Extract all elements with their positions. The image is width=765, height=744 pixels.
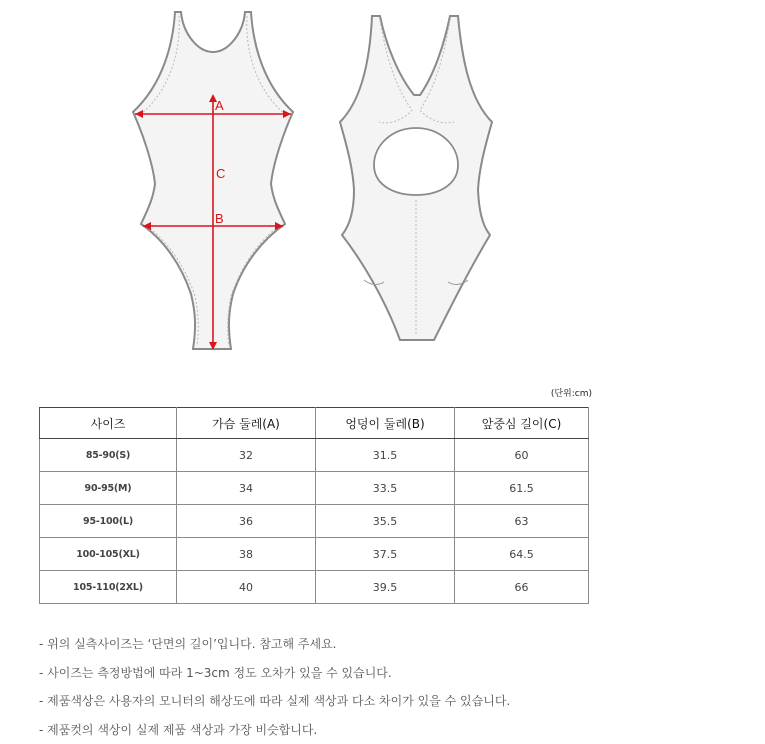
- notes-list: [39, 630, 510, 744]
- back-view-cutout: [374, 128, 458, 195]
- label-a: A: [215, 98, 224, 113]
- length-cell: 64.5: [455, 538, 589, 571]
- hip-cell: 39.5: [316, 571, 455, 604]
- table-row: [40, 439, 589, 472]
- table-row: [40, 571, 589, 604]
- back-view-diagram: [334, 10, 504, 360]
- label-c: C: [216, 166, 225, 181]
- hip-cell: 37.5: [316, 538, 455, 571]
- hip-cell: 35.5: [316, 505, 455, 538]
- chest-cell: 38: [177, 538, 316, 571]
- size-cell: 90-95(M): [40, 472, 177, 505]
- note-item: - 사이즈는 측정방법에 따라 1~3cm 정도 오차가 있을 수 있습니다.: [39, 659, 510, 688]
- hip-cell: 31.5: [316, 439, 455, 472]
- length-cell: 63: [455, 505, 589, 538]
- size-cell: 95-100(L): [40, 505, 177, 538]
- table-row: [40, 472, 589, 505]
- size-cell: 100-105(XL): [40, 538, 177, 571]
- chest-cell: 36: [177, 505, 316, 538]
- hip-cell: 33.5: [316, 472, 455, 505]
- length-cell: 60: [455, 439, 589, 472]
- size-table: [39, 407, 589, 604]
- header-hip: 엉덩이 둘레(B): [316, 408, 455, 439]
- header-chest: 가슴 둘레(A): [177, 408, 316, 439]
- size-cell: 85-90(S): [40, 439, 177, 472]
- table-row: [40, 538, 589, 571]
- note-item: - 제품색상은 사용자의 모니터의 해상도에 따라 실제 색상과 다소 차이가 있을 수 있습니다.: [39, 687, 510, 716]
- chest-cell: 40: [177, 571, 316, 604]
- length-cell: 61.5: [455, 472, 589, 505]
- note-item: - 제품컷의 색상이 실제 제품 색상과 가장 비슷합니다.: [39, 716, 510, 744]
- table-row: [40, 505, 589, 538]
- table-header-row: [40, 408, 589, 439]
- note-item: - 위의 실측사이즈는 ‘단면의 길이’입니다. 참고해 주세요.: [39, 630, 510, 659]
- unit-label: (단위:cm): [548, 386, 592, 399]
- header-length: 앞중심 길이(C): [455, 408, 589, 439]
- size-cell: 105-110(2XL): [40, 571, 177, 604]
- length-cell: 66: [455, 571, 589, 604]
- label-b: B: [215, 211, 224, 226]
- chest-cell: 32: [177, 439, 316, 472]
- chest-cell: 34: [177, 472, 316, 505]
- front-view-diagram: [123, 4, 303, 364]
- header-size: 사이즈: [40, 408, 177, 439]
